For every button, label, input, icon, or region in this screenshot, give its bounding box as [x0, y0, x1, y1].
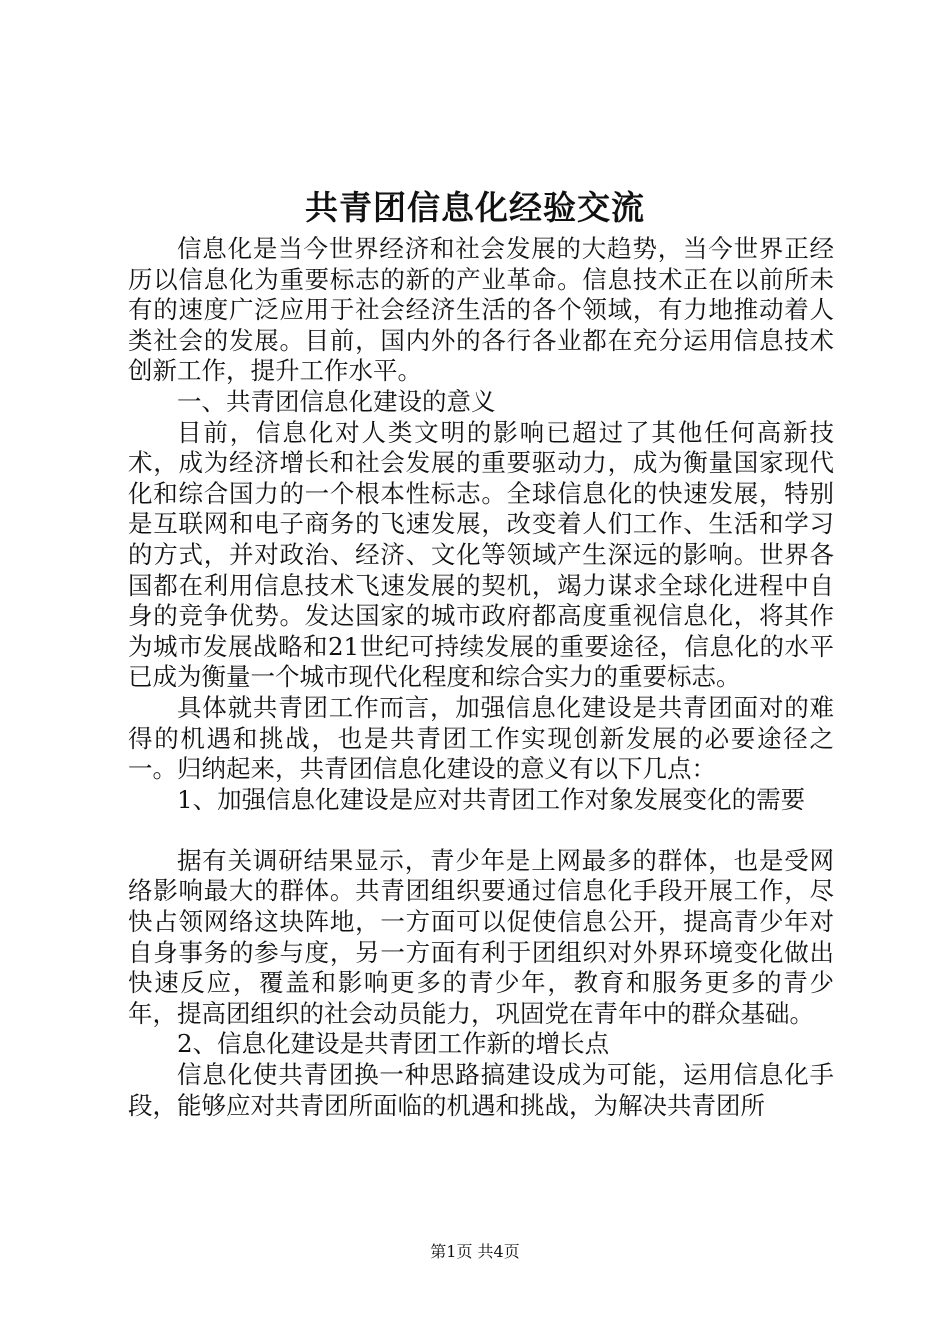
blank-line	[128, 815, 834, 846]
section-heading-significance: 一、共青团信息化建设的意义	[177, 386, 496, 416]
point-1-heading: 1、加强信息化建设是应对共青团工作对象发展变化的需要	[177, 784, 806, 814]
paragraph-significance: 目前，信息化对人类文明的影响已超过了其他任何高新技术，成为经济增长和社会发展的重要驱动力，成为衡量国家现代化和综合国力的一个根本性标志。全球信息化的快速发展，特别是互联网和电子商务的飞速发展，改变着人们工作、生活和学习的方式，并对政治、经济、文化等领域产生深远的影响。世界各国都在利用信息技术飞速发展的契机，竭力谋求全球化进程中自身的竞争优势。发达国家的城市政府都高度重视信息化，将其作为城市发展战略和21世纪可持续发展的重要途径，信息化的水平已成为衡量一个城市现代化程度和综合实力的重要标志。	[128, 417, 834, 692]
document-title: 共青团信息化经验交流	[305, 188, 645, 227]
paragraph-point-1: 据有关调研结果显示，青少年是上网最多的群体，也是受网络影响最大的群体。共青团组织要通过信息化手段开展工作，尽快占领网络这块阵地，一方面可以促使信息公开，提高青少年对自身事务的参与度，另一方面有利于团组织对外界环境变化做出快速反应，覆盖和影响更多的青少年，教育和服务更多的青少年，提高团组织的社会动员能力，巩固党在青年中的群众基础。	[128, 845, 834, 1028]
point-2-heading: 2、信息化建设是共青团工作新的增长点	[177, 1029, 610, 1059]
paragraph-intro: 信息化是当今世界经济和社会发展的大趋势，当今世界正经历以信息化为重要标志的新的产业革命。信息技术正在以前所未有的速度广泛应用于社会经济生活的各个领域，有力地推动着人类社会的发展。目前，国内外的各行各业都在充分运用信息技术创新工作，提升工作水平。	[128, 234, 834, 386]
paragraph-league-work: 具体就共青团工作而言，加强信息化建设是共青团面对的难得的机遇和挑战，也是共青团工作实现创新发展的必要途径之一。归纳起来，共青团信息化建设的意义有以下几点：	[128, 692, 834, 784]
paragraph-point-2: 信息化使共青团换一种思路搞建设成为可能，运用信息化手段，能够应对共青团所面临的机遇和挑战，为解决共青团所	[128, 1060, 834, 1120]
document-body	[128, 234, 834, 1121]
page-footer: 第1页 共4页	[430, 1242, 520, 1261]
